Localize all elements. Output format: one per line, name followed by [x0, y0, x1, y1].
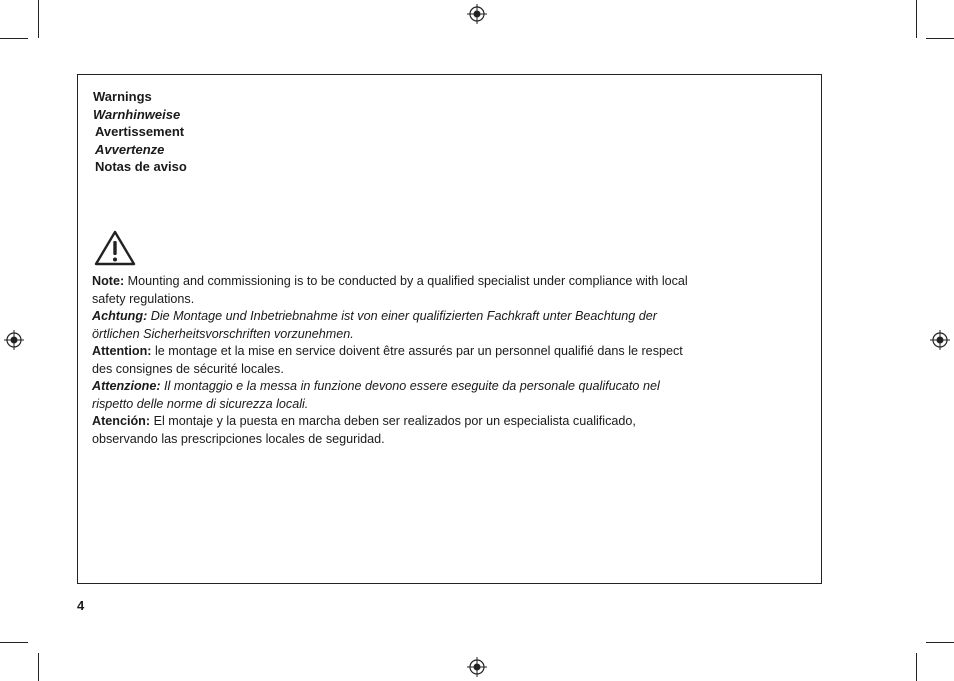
note-label: Attention:	[92, 344, 152, 358]
registration-mark-icon	[467, 4, 487, 24]
note-es	[92, 413, 704, 448]
note-text: Mounting and commissioning is to be conducted by a qualified specialist under compliance with local safety regulations.	[92, 274, 688, 306]
note-en	[92, 273, 704, 308]
note-label: Achtung:	[92, 309, 148, 323]
warning-triangle-icon	[93, 229, 137, 267]
note-de	[92, 308, 704, 343]
page-number: 4	[77, 598, 85, 613]
crop-mark	[926, 38, 954, 39]
note-text: El montaje y la puesta en marcha deben ser realizados por un especialista cualificado, observando las prescripciones locales de seguridad.	[92, 414, 636, 446]
crop-mark	[916, 653, 917, 681]
heading-en: Warnings	[93, 89, 152, 104]
note-label: Attenzione:	[92, 379, 161, 393]
note-fr	[92, 343, 704, 378]
registration-mark-icon	[930, 330, 950, 350]
note-it	[92, 378, 704, 413]
registration-mark-icon	[4, 330, 24, 350]
note-text: Il montaggio e la messa in funzione devono essere eseguite da personale qualifucato nel rispetto delle norme di sicurezza locali.	[92, 379, 660, 411]
crop-mark	[916, 0, 917, 38]
note-label: Atención:	[92, 414, 151, 428]
safety-notes	[92, 273, 704, 448]
section-headings	[93, 88, 187, 176]
heading-de: Warnhinweise	[93, 106, 181, 122]
crop-mark	[38, 0, 39, 38]
registration-mark-icon	[467, 657, 487, 677]
crop-mark	[38, 653, 39, 681]
note-text: le montage et la mise en service doivent être assurés par un personnel qualifié dans le respect des consignes de sécurité locales.	[92, 344, 683, 376]
note-text: Die Montage und Inbetriebnahme ist von einer qualifizierten Fachkraft unter Beachtung der örtlichen Sicherheitsvorschriften vorzunehmen.	[92, 309, 657, 341]
heading-es: Notas de aviso	[95, 159, 187, 174]
heading-it: Avvertenze	[95, 141, 165, 157]
heading-fr: Avertissement	[95, 124, 185, 139]
crop-mark	[0, 642, 28, 643]
crop-mark	[0, 38, 28, 39]
crop-mark	[926, 642, 954, 643]
note-label: Note:	[92, 274, 125, 288]
